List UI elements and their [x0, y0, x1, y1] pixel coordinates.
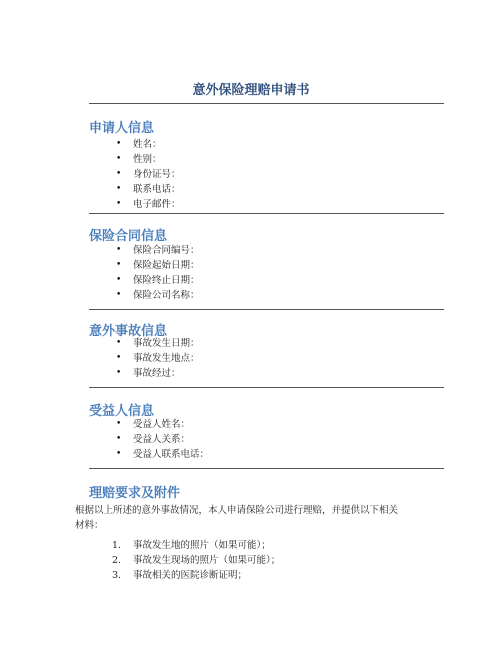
attachment-text: 事故相关的医院诊断证明；	[133, 570, 248, 581]
claim-paragraph: 根据以上所述的意外事故情况，本人申请保险公司进行理赔，并提供以下相关	[75, 505, 399, 516]
field-label-beneficiary-relation: 受益人关系：	[133, 434, 191, 445]
section-heading-beneficiary: 受益人信息	[89, 404, 155, 419]
field-label-company-name: 保险公司名称：	[133, 290, 200, 301]
field-label-end-date: 保险终止日期：	[133, 275, 200, 286]
claim-paragraph-continued: 材料：	[75, 520, 104, 531]
bullet-icon: •	[116, 275, 122, 285]
field-label-start-date: 保险起始日期：	[133, 260, 200, 271]
document-title: 意外保险理赔申请书	[192, 83, 310, 98]
field-label-id-number: 身份证号：	[133, 169, 181, 180]
list-number: 1.	[112, 540, 122, 551]
section-heading-accident: 意外事故信息	[89, 324, 168, 339]
bullet-icon: •	[116, 368, 122, 378]
list-number: 3.	[112, 570, 122, 581]
field-label-accident-date: 事故发生日期：	[133, 338, 200, 349]
bullet-icon: •	[116, 199, 122, 209]
field-label-beneficiary-name: 受益人姓名：	[133, 419, 191, 430]
section-divider	[89, 387, 444, 388]
bullet-icon: •	[116, 184, 122, 194]
attachment-text: 事故发生地的照片（如果可能）；	[133, 540, 271, 551]
section-heading-claim: 理赔要求及附件	[89, 486, 181, 501]
field-label-beneficiary-phone: 受益人联系电话：	[133, 449, 210, 460]
field-label-name: 姓名：	[133, 139, 162, 150]
section-heading-applicant: 申请人信息	[89, 121, 155, 136]
section-divider	[89, 309, 444, 310]
field-label-gender: 性别：	[133, 154, 162, 165]
bullet-icon: •	[116, 434, 122, 444]
bullet-icon: •	[116, 353, 122, 363]
bullet-icon: •	[116, 154, 122, 164]
field-label-contract-number: 保险合同编号：	[133, 245, 200, 256]
bullet-icon: •	[116, 139, 122, 149]
field-label-email: 电子邮件：	[133, 199, 181, 210]
field-label-accident-location: 事故发生地点：	[133, 353, 200, 364]
attachment-text: 事故发生现场的照片（如果可能）；	[133, 555, 281, 566]
bullet-icon: •	[116, 290, 122, 300]
bullet-icon: •	[116, 419, 122, 429]
bullet-icon: •	[116, 169, 122, 179]
section-divider	[89, 468, 444, 469]
section-heading-contract: 保险合同信息	[89, 229, 168, 244]
field-label-accident-details: 事故经过：	[133, 368, 181, 379]
title-divider	[89, 103, 444, 104]
section-divider	[89, 213, 444, 214]
field-label-phone: 联系电话：	[133, 184, 181, 195]
bullet-icon: •	[116, 260, 122, 270]
bullet-icon: •	[116, 449, 122, 459]
list-number: 2.	[112, 555, 122, 566]
bullet-icon: •	[116, 338, 122, 348]
bullet-icon: •	[116, 245, 122, 255]
